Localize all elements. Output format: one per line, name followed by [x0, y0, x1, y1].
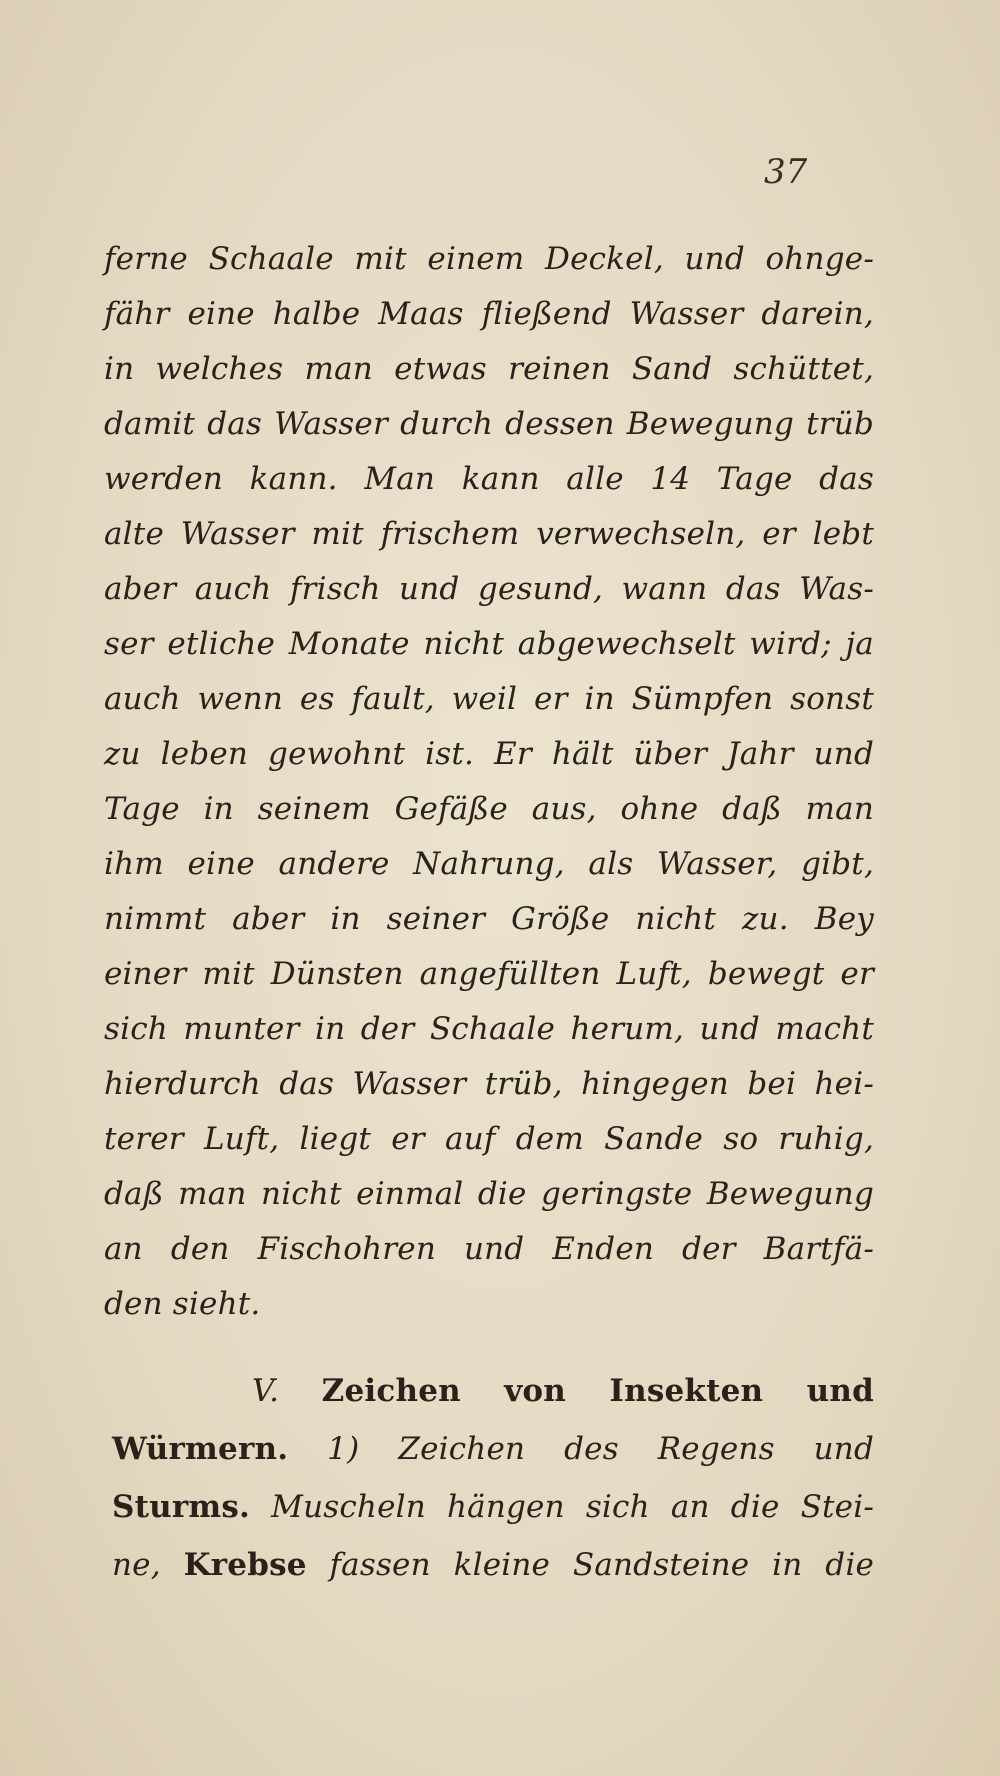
section-text: fassen kleine Sandsteine in die [329, 1547, 874, 1583]
text-line: fähr eine halbe Maas fließend Wasser darein, [104, 296, 874, 332]
text-line: zu leben gewohnt ist. Er hält über Jahr und [104, 736, 874, 772]
text-line: daß man nicht einmal die geringste Bewegung [104, 1176, 874, 1212]
section-keyword: Krebse [183, 1547, 307, 1583]
text-line: ferne Schaale mit einem Deckel, und ohnge- [104, 241, 874, 277]
section-line [112, 1478, 874, 1536]
text-line: ser etliche Monate nicht abgewechselt wird; ja [104, 626, 874, 662]
text-line: aber auch frisch und gesund, wann das Was- [104, 571, 874, 607]
text-line: terer Luft, liegt er auf dem Sande so ruhig, [104, 1121, 874, 1157]
text-line: in welches man etwas reinen Sand schüttet, [104, 351, 874, 387]
paragraph [104, 232, 874, 1332]
section-v [112, 1362, 874, 1594]
section-heading-line [112, 1362, 874, 1420]
text-line: einer mit Dünsten angefüllten Luft, bewegt er [104, 956, 874, 992]
text-line: hierdurch das Wasser trüb, hingegen bei hei- [104, 1066, 874, 1102]
text-line: an den Fischohren und Enden der Bartfä- [104, 1231, 874, 1267]
page-number: 37 [764, 152, 808, 192]
text-line: alte Wasser mit frischem verwechseln, er lebt [104, 516, 874, 552]
text-line: Tage in seinem Gefäße aus, ohne daß man [104, 791, 874, 827]
text-line: den sieht. [104, 1286, 261, 1322]
section-heading-continued: Würmern. [112, 1431, 289, 1467]
section-line [112, 1536, 874, 1594]
text-line: nimmt aber in seiner Größe nicht zu. Bey [104, 901, 874, 937]
text-line: ihm eine andere Nahrung, als Wasser, gibt, [104, 846, 874, 882]
section-text: 1) Zeichen des Regens und [327, 1431, 875, 1467]
text-line: sich munter in der Schaale herum, und macht [104, 1011, 874, 1047]
section-heading: Zeichen von Insekten und [321, 1373, 874, 1409]
text-line: auch wenn es fault, weil er in Sümpfen sonst [104, 681, 874, 717]
section-text: Muscheln hängen sich an die Stei- [271, 1489, 874, 1525]
text-line: werden kann. Man kann alle 14 Tage das [104, 461, 874, 497]
section-keyword: Sturms. [112, 1489, 251, 1525]
text-line: damit das Wasser durch dessen Bewegung trüb [104, 406, 874, 442]
section-text: ne, [112, 1547, 161, 1583]
section-line [112, 1420, 874, 1478]
section-numeral: V. [252, 1373, 280, 1409]
